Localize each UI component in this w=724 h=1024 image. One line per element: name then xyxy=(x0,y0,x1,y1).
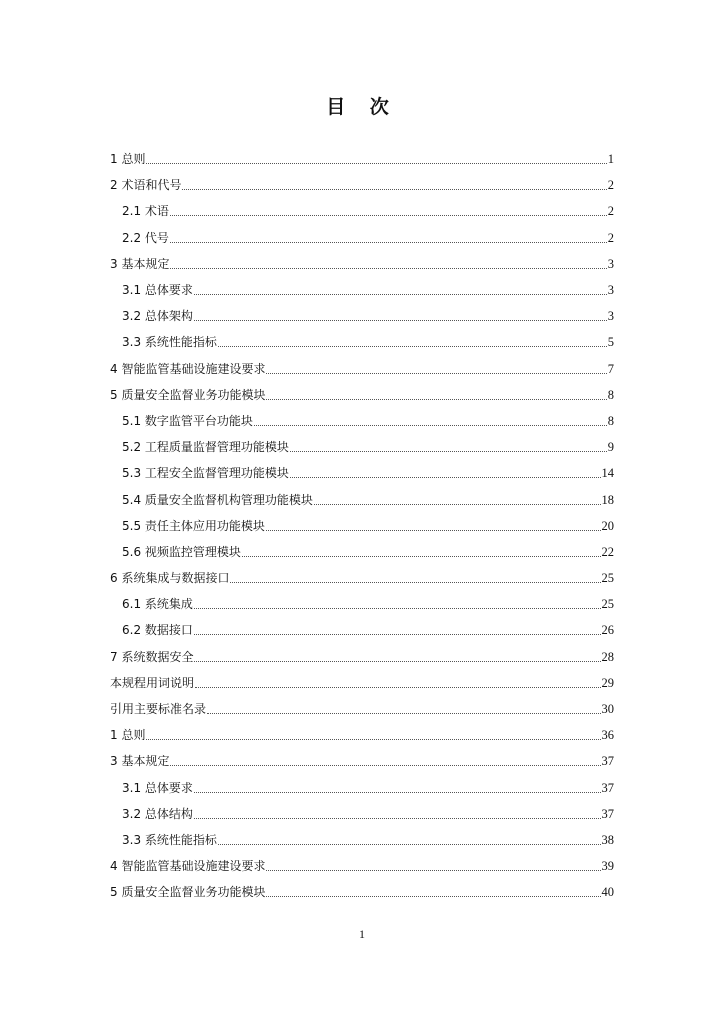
toc-entry-label: 6.1 系统集成 xyxy=(122,597,193,612)
toc-entry-label: 1 总则 xyxy=(110,152,146,167)
toc-entry[interactable] xyxy=(110,382,614,408)
page-number-footer: 1 xyxy=(359,927,365,941)
toc-dot-leader xyxy=(218,843,601,845)
toc-dot-leader xyxy=(170,267,606,269)
toc-dot-leader xyxy=(146,162,606,164)
toc-dot-leader xyxy=(194,607,601,609)
toc-entry[interactable] xyxy=(110,827,614,853)
toc-entry[interactable] xyxy=(110,356,614,382)
toc-entry-page: 29 xyxy=(601,675,614,690)
toc-entry-page: 5 xyxy=(607,335,614,350)
toc-entry-label: 4 智能监管基础设施建设要求 xyxy=(110,361,266,376)
toc-entry-label: 2.1 术语 xyxy=(122,204,169,219)
toc-entry-page: 37 xyxy=(601,806,614,821)
toc-entry-page: 3 xyxy=(607,256,614,271)
toc-dot-leader xyxy=(207,712,600,714)
toc-dot-leader xyxy=(218,345,607,347)
toc-entry-page: 25 xyxy=(601,597,614,612)
toc-dot-leader xyxy=(194,817,601,819)
toc-entry[interactable] xyxy=(110,565,614,591)
toc-entry-label: 3 基本规定 xyxy=(110,754,170,769)
toc-entry-label: 6 系统集成与数据接口 xyxy=(110,571,230,586)
toc-entry[interactable] xyxy=(110,198,614,224)
toc-entry-label: 5.2 工程质量监督管理功能模块 xyxy=(122,440,289,455)
toc-entry[interactable] xyxy=(110,696,614,722)
toc-entry-page: 28 xyxy=(601,649,614,664)
toc-entry-page: 37 xyxy=(601,780,614,795)
toc-entry-page: 36 xyxy=(601,728,614,743)
toc-entry[interactable] xyxy=(110,251,614,277)
toc-entry-label: 5 质量安全监督业务功能模块 xyxy=(110,885,266,900)
toc-entry-label: 3.2 总体架构 xyxy=(122,309,193,324)
toc-dot-leader xyxy=(266,895,600,897)
toc-entry-page: 14 xyxy=(601,466,614,481)
toc-dot-leader xyxy=(194,791,601,793)
toc-dot-leader xyxy=(170,241,607,243)
toc-entry-page: 8 xyxy=(607,413,614,428)
toc-entry-page: 20 xyxy=(601,518,614,533)
toc-entry-page: 37 xyxy=(601,754,614,769)
toc-entry-label: 2.2 代号 xyxy=(122,230,169,245)
toc-entry[interactable] xyxy=(110,644,614,670)
toc-entry-page: 1 xyxy=(607,152,614,167)
toc-entry-label: 7 系统数据安全 xyxy=(110,649,194,664)
toc-dot-leader xyxy=(194,293,607,295)
toc-entry[interactable] xyxy=(110,513,614,539)
toc-dot-leader xyxy=(290,450,607,452)
toc-dot-leader xyxy=(266,398,606,400)
toc-entry[interactable] xyxy=(110,146,614,172)
toc-entry-page: 38 xyxy=(601,832,614,847)
toc-entry[interactable] xyxy=(110,460,614,486)
toc-entry[interactable] xyxy=(110,591,614,617)
toc-entry-label: 5.6 视频监控管理模块 xyxy=(122,544,241,559)
toc-entry-label: 1 总则 xyxy=(110,728,146,743)
toc-entry[interactable] xyxy=(110,434,614,460)
toc-entry-page: 2 xyxy=(607,178,614,193)
toc-entry-page: 39 xyxy=(601,859,614,874)
toc-entry[interactable] xyxy=(110,539,614,565)
toc-entry-label: 3.3 系统性能指标 xyxy=(122,335,217,350)
toc-entry-page: 30 xyxy=(601,702,614,717)
toc-entry-label: 3.1 总体要求 xyxy=(122,780,193,795)
toc-dot-leader xyxy=(182,188,606,190)
toc-entry[interactable] xyxy=(110,225,614,251)
toc-entry-page: 3 xyxy=(607,309,614,324)
toc-entry[interactable] xyxy=(110,329,614,355)
toc-entry[interactable] xyxy=(110,801,614,827)
toc-entry-label: 引用主要标准名录 xyxy=(110,702,207,717)
toc-dot-leader xyxy=(290,476,601,478)
toc-entry-page: 8 xyxy=(607,387,614,402)
toc-entry-page: 2 xyxy=(607,204,614,219)
toc-dot-leader xyxy=(194,633,601,635)
toc-dot-leader xyxy=(266,372,606,374)
toc-entry[interactable] xyxy=(110,853,614,879)
toc-entry-label: 3.1 总体要求 xyxy=(122,283,193,298)
toc-dot-leader xyxy=(146,738,600,740)
toc-entry-label: 3.2 总体结构 xyxy=(122,806,193,821)
toc-dot-leader xyxy=(230,581,600,583)
toc-entry-label: 3.3 系统性能指标 xyxy=(122,832,217,847)
toc-entry-page: 3 xyxy=(607,283,614,298)
toc-dot-leader xyxy=(314,503,601,505)
toc-entry-label: 5 质量安全监督业务功能模块 xyxy=(110,387,266,402)
toc-dot-leader xyxy=(195,686,600,688)
toc-entry[interactable] xyxy=(110,617,614,643)
toc-entry[interactable] xyxy=(110,722,614,748)
toc-entry-page: 9 xyxy=(607,440,614,455)
toc-entry-page: 26 xyxy=(601,623,614,638)
toc-dot-leader xyxy=(170,764,600,766)
toc-entry[interactable] xyxy=(110,408,614,434)
table-of-contents xyxy=(110,146,614,905)
toc-entry-label: 4 智能监管基础设施建设要求 xyxy=(110,859,266,874)
toc-dot-leader xyxy=(170,214,607,216)
toc-entry[interactable] xyxy=(110,748,614,774)
toc-dot-leader xyxy=(242,555,601,557)
page-title: 目 次 xyxy=(326,96,398,118)
toc-entry-label: 3 基本规定 xyxy=(110,256,170,271)
toc-entry-page: 7 xyxy=(607,361,614,376)
toc-dot-leader xyxy=(266,529,601,531)
toc-entry[interactable] xyxy=(110,277,614,303)
toc-entry-page: 18 xyxy=(601,492,614,507)
toc-entry-label: 本规程用词说明 xyxy=(110,675,195,690)
toc-entry[interactable] xyxy=(110,486,614,512)
toc-entry[interactable] xyxy=(110,775,614,801)
toc-entry[interactable] xyxy=(110,172,614,198)
toc-dot-leader xyxy=(194,660,600,662)
toc-entry-label: 5.5 责任主体应用功能模块 xyxy=(122,518,265,533)
toc-entry-label: 5.3 工程安全监督管理功能模块 xyxy=(122,466,289,481)
toc-entry-page: 40 xyxy=(601,885,614,900)
toc-entry-label: 6.2 数据接口 xyxy=(122,623,193,638)
toc-entry[interactable] xyxy=(110,670,614,696)
toc-entry-label: 5.4 质量安全监督机构管理功能模块 xyxy=(122,492,313,507)
toc-entry-page: 22 xyxy=(601,544,614,559)
toc-entry-label: 2 术语和代号 xyxy=(110,178,182,193)
toc-dot-leader xyxy=(266,869,600,871)
toc-entry-label: 5.1 数字监管平台功能块 xyxy=(122,413,253,428)
toc-entry[interactable] xyxy=(110,303,614,329)
toc-dot-leader xyxy=(254,424,607,426)
toc-entry-page: 2 xyxy=(607,230,614,245)
toc-entry-page: 25 xyxy=(601,571,614,586)
toc-entry[interactable] xyxy=(110,879,614,905)
toc-dot-leader xyxy=(194,319,607,321)
